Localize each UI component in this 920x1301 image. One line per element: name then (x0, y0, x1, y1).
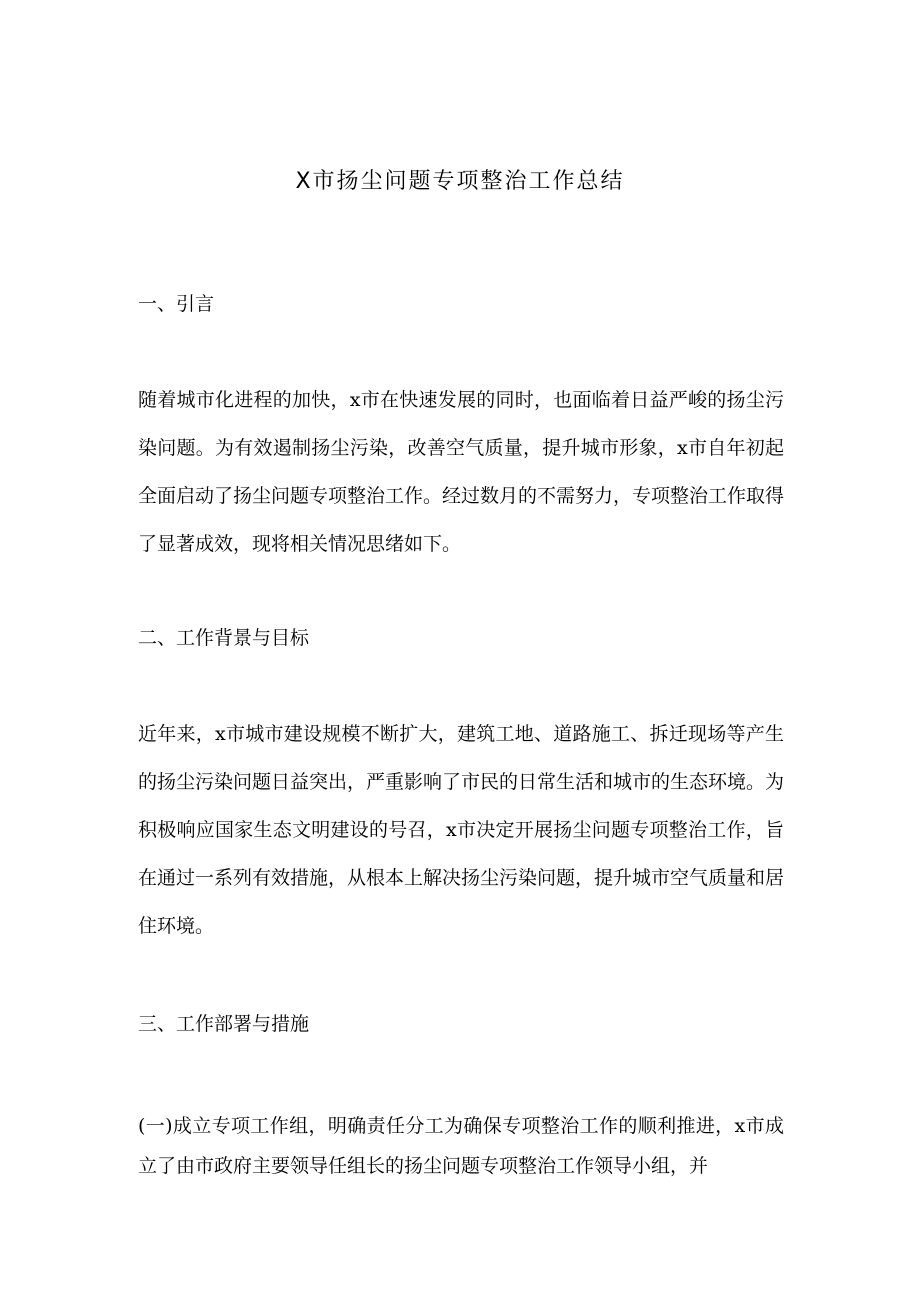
section-heading-measures: 三、工作部署与措施 (138, 1013, 310, 1035)
section-heading-introduction: 一、引言 (138, 293, 215, 315)
section-paragraph-introduction: 随着城市化进程的加快，x市在快速发展的同时，也面临着日益严峻的扬尘污染问题。为有效遏制扬尘污染，改善空气质量，提升城市形象，x市自年初起全面启动了扬尘问题专项整治工作。经过数月的不需努力，专项整治工作取得了显著成效，现将相关情况思绪如下。 (138, 389, 785, 555)
document-title: X市扬尘问题专项整治工作总结 (295, 169, 625, 194)
section-paragraph-background: 近年来，x市城市建设规模不断扩大，建筑工地、道路施工、拆迁现场等产生的扬尘污染问题日益突出，严重影响了市民的日常生活和城市的生态环境。为积极响应国家生态文明建设的号召，x市决定开展扬尘问题专项整治工作，旨在通过一系列有效措施，从根本上解决扬尘污染问题，提升城市空气质量和居住环境。 (138, 723, 785, 937)
section-paragraph-measures: (一)成立专项工作组，明确责任分工为确保专项整治工作的顺利推进，x市成立了由市政府主要领导任组长的扬尘问题专项整治工作领导小组，并 (138, 1115, 784, 1177)
section-heading-background: 二、工作背景与目标 (138, 627, 310, 649)
